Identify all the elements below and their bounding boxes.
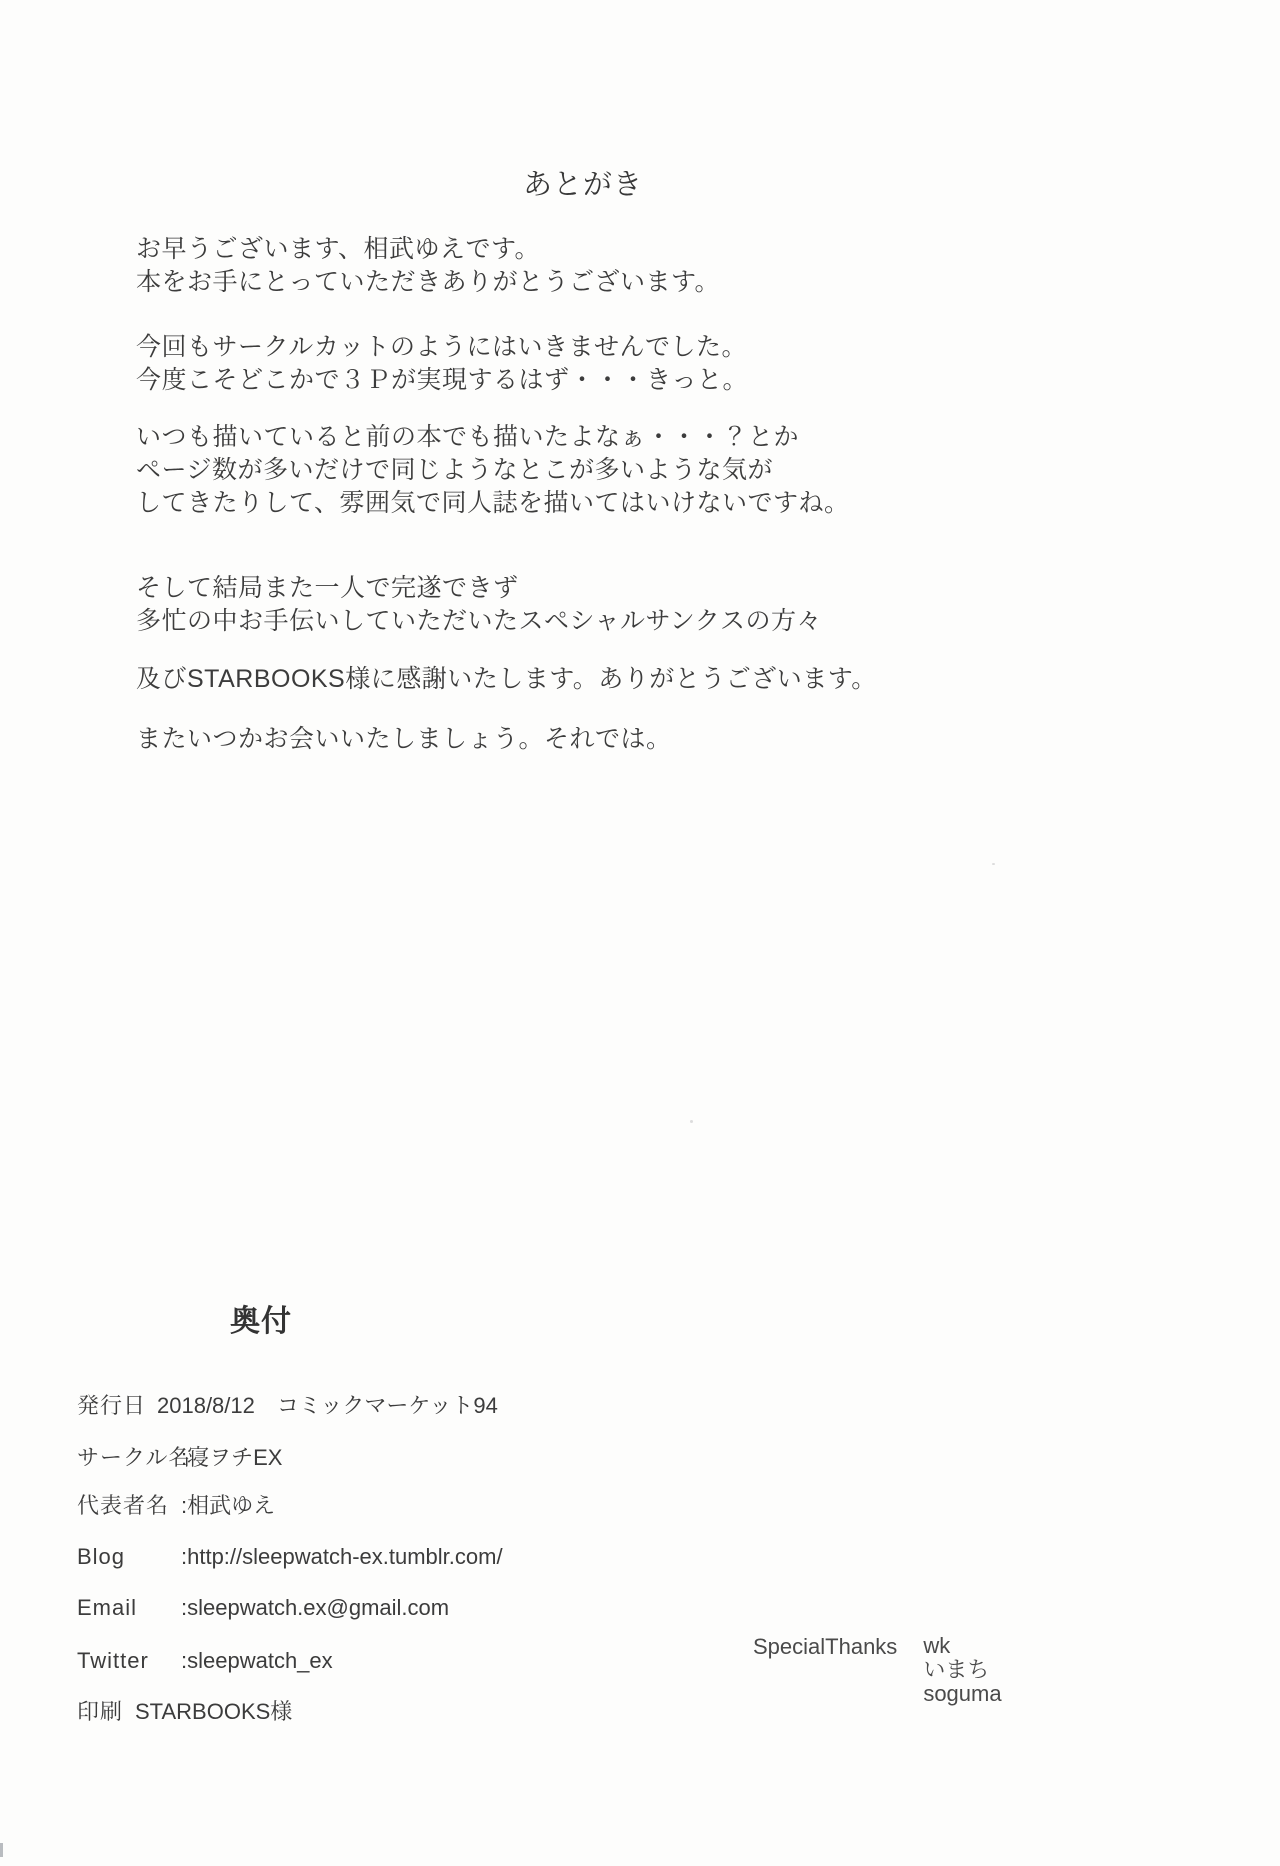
special-thanks-name: wk <box>923 1633 951 1658</box>
colophon-row <box>77 1544 503 1570</box>
colophon-twitter-handle: :sleepwatch_ex <box>181 1648 333 1673</box>
paragraph-line: そして結局また一人で完遂できず <box>136 574 519 602</box>
paragraph-line: 今度こそどこかで３Ｐが実現するはず・・・きっと。 <box>136 366 749 394</box>
scan-edge-mark <box>0 1843 3 1857</box>
paragraph-line: 本をお手にとっていただきありがとうございます。 <box>136 268 721 296</box>
colophon-label: Email <box>77 1595 138 1620</box>
paragraph-line: 及びSTARBOOKS様に感謝いたします。ありがとうございます。 <box>136 665 877 693</box>
scan-speck <box>690 1120 693 1123</box>
colophon-value: :相武ゆえ <box>181 1493 276 1518</box>
afterword-paragraph <box>136 663 877 696</box>
colophon-label: 発行日 <box>77 1393 147 1418</box>
colophon-row <box>77 1441 282 1472</box>
colophon-blog-url: :http://sleepwatch-ex.tumblr.com/ <box>181 1544 503 1569</box>
paragraph-line: 今回もサークルカットのようにはいきませんでした。 <box>136 333 748 361</box>
special-thanks-name: soguma <box>923 1681 1002 1706</box>
colophon-title: 奥付 <box>230 1305 292 1338</box>
scan-speck <box>992 863 995 865</box>
paragraph-line: またいつかお会いいたしましょう。それでは。 <box>136 725 672 753</box>
colophon-value: 2018/8/12 コミックマーケット94 <box>157 1393 498 1418</box>
paragraph-line: いつも描いていると前の本でも描いたよなぁ・・・？とか <box>136 423 800 451</box>
colophon-label: 代表者名 <box>77 1493 170 1518</box>
afterword-title: あとがき <box>523 169 644 201</box>
colophon-row <box>77 1648 333 1674</box>
paragraph-line: してきたりして、雰囲気で同人誌を描いてはいけないですね。 <box>136 489 850 517</box>
special-thanks-name: いまち <box>923 1657 990 1682</box>
colophon-label: Blog <box>77 1544 126 1569</box>
afterword-paragraph <box>136 233 720 299</box>
afterword-paragraph <box>136 723 672 756</box>
colophon-value: :寝ヲチEX <box>181 1445 283 1470</box>
colophon-row <box>77 1389 498 1420</box>
special-thanks-label: SpecialThanks <box>753 1634 898 1659</box>
paragraph-line: ページ数が多いだけで同じようなとこが多いような気が <box>136 456 774 484</box>
colophon-label: サークル名 <box>77 1445 192 1470</box>
colophon-label: Twitter <box>77 1648 149 1673</box>
colophon-row <box>77 1489 275 1520</box>
afterword-paragraph <box>136 421 850 520</box>
colophon-row <box>77 1695 292 1726</box>
paragraph-line: 多忙の中お手伝いしていただいたスペシャルサンクスの方々 <box>136 607 823 635</box>
afterword-paragraph <box>136 572 822 638</box>
paragraph-line: お早うございます、相武ゆえです。 <box>136 235 541 263</box>
afterword-paragraph <box>136 331 748 397</box>
colophon-email-address: :sleepwatch.ex@gmail.com <box>181 1595 450 1620</box>
colophon-row <box>77 1595 449 1621</box>
colophon-value: STARBOOKS様 <box>135 1699 293 1724</box>
colophon-label: 印刷 <box>77 1699 124 1724</box>
special-thanks-block <box>753 1634 1002 1706</box>
special-thanks-names <box>923 1634 1001 1706</box>
